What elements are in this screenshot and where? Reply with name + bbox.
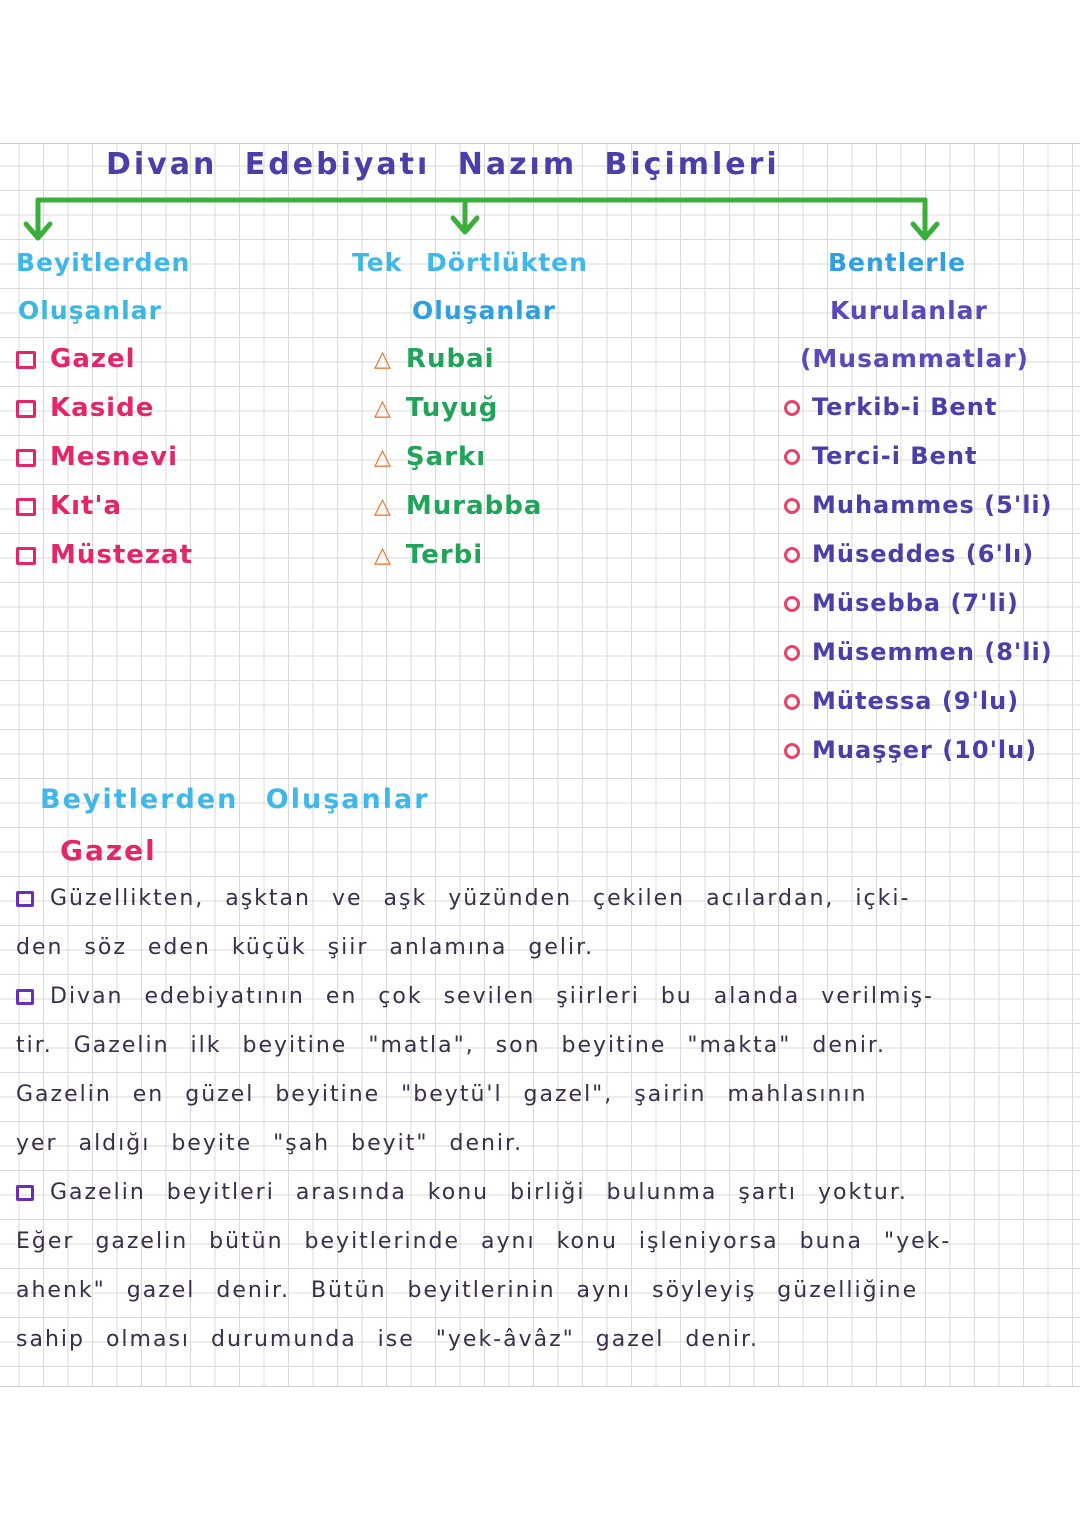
square-bullet-icon (16, 891, 34, 907)
col1-item-gazel (16, 344, 136, 374)
col1-item-mustezat (16, 540, 193, 570)
triangle-bullet-icon: △ (374, 543, 392, 568)
item-label: Tuyuğ (405, 393, 499, 423)
item-label: Müsemmen (8'li) (812, 638, 1053, 666)
triangle-bullet-icon: △ (374, 445, 392, 470)
circle-bullet-icon (784, 645, 800, 661)
triangle-bullet-icon: △ (374, 396, 392, 421)
col2-item-sarki (374, 442, 486, 472)
square-bullet-icon (16, 989, 34, 1005)
triangle-bullet-icon: △ (374, 494, 392, 519)
item-label: Şarkı (405, 442, 487, 472)
col3-item-musemmen (784, 638, 1053, 666)
paragraph-line: sahip olması durumunda ise "yek-âvâz" gazel denir. (16, 1327, 759, 1352)
circle-bullet-icon (784, 498, 800, 514)
col2-item-terbi (374, 540, 483, 570)
item-label: Terci-i Bent (812, 442, 978, 470)
square-bullet-icon (16, 351, 36, 369)
col3-item-museddes (784, 540, 1034, 568)
item-label: Muaşşer (10'lu) (812, 736, 1038, 764)
circle-bullet-icon (784, 743, 800, 759)
col2-item-murabba (374, 491, 542, 521)
col1-heading-line2: Oluşanlar (18, 296, 162, 325)
col1-item-kita (16, 491, 122, 521)
col2-item-tuyug (374, 393, 498, 423)
col3-item-terci-i-bent (784, 442, 977, 470)
col1-item-mesnevi (16, 442, 178, 472)
paragraph-line: Eğer gazelin bütün beyitlerinde aynı konu işleniyorsa buna "yek- (16, 1229, 952, 1254)
square-bullet-icon (16, 449, 36, 467)
section-title: Beyitlerden Oluşanlar (40, 784, 430, 815)
col1-item-kaside (16, 393, 154, 423)
square-bullet-icon (16, 400, 36, 418)
col3-item-muhammes (784, 491, 1053, 519)
col1-heading-line1: Beyitlerden (16, 248, 191, 277)
item-label: Kıt'a (50, 491, 122, 521)
paragraph-line: den söz eden küçük şiir anlamına gelir. (16, 935, 595, 960)
item-label: Terbi (405, 540, 484, 570)
col2-heading-line2: Oluşanlar (412, 296, 556, 325)
item-label: Mütessa (9'lu) (812, 687, 1020, 715)
col3-heading-line2: Kurulanlar (830, 296, 988, 325)
square-bullet-icon (16, 547, 36, 565)
item-label: Kaside (50, 393, 155, 423)
line-text: Gazelin beyitleri arasında konu birliği bulunma şartı yoktur. (50, 1180, 908, 1205)
col2-heading-line1: Tek Dörtlükten (352, 248, 588, 277)
paragraph-line: yer aldığı beyite "şah beyit" denir. (16, 1131, 524, 1156)
col3-heading-line3: (Musammatlar) (800, 344, 1029, 373)
col3-item-muasser (784, 736, 1037, 764)
paragraph-line: ahenk" gazel denir. Bütün beyitlerinin aynı söyleyiş güzelliğine (16, 1278, 919, 1303)
paragraph-line (16, 984, 934, 1009)
circle-bullet-icon (784, 596, 800, 612)
paragraph-line: tir. Gazelin ilk beyitine "matla", son beyitine "makta" denir. (16, 1033, 886, 1058)
item-label: Mesnevi (50, 442, 178, 472)
section-subtitle: Gazel (60, 834, 157, 867)
col3-heading-line1: Bentlerle (828, 248, 967, 277)
tree-arrows (0, 190, 1080, 250)
square-bullet-icon (16, 498, 36, 516)
item-label: Murabba (405, 491, 543, 521)
circle-bullet-icon (784, 694, 800, 710)
item-label: Terkib-i Bent (812, 393, 998, 421)
paragraph-line (16, 1180, 908, 1205)
line-text: Divan edebiyatının en çok sevilen şiirleri bu alanda verilmiş- (50, 984, 934, 1009)
col3-item-terkib-i-bent (784, 393, 997, 421)
item-label: Müsebba (7'li) (812, 589, 1019, 617)
item-label: Rubai (405, 344, 495, 374)
paragraph-line: Gazelin en güzel beyitine "beytü'l gazel", şairin mahlasının (16, 1082, 868, 1107)
item-label: Müseddes (6'lı) (812, 540, 1035, 568)
circle-bullet-icon (784, 449, 800, 465)
item-label: Muhammes (5'li) (812, 491, 1053, 519)
col3-item-mutessa (784, 687, 1019, 715)
item-label: Gazel (50, 344, 136, 374)
item-label: Müstezat (50, 540, 194, 570)
col3-item-musebba (784, 589, 1019, 617)
col2-item-rubai (374, 344, 495, 374)
circle-bullet-icon (784, 400, 800, 416)
circle-bullet-icon (784, 547, 800, 563)
square-bullet-icon (16, 1185, 34, 1201)
paragraph-line (16, 886, 910, 911)
page-title: Divan Edebiyatı Nazım Biçimleri (106, 147, 780, 182)
triangle-bullet-icon: △ (374, 347, 392, 372)
line-text: Güzellikten, aşktan ve aşk yüzünden çekilen acılardan, içki- (50, 886, 911, 911)
